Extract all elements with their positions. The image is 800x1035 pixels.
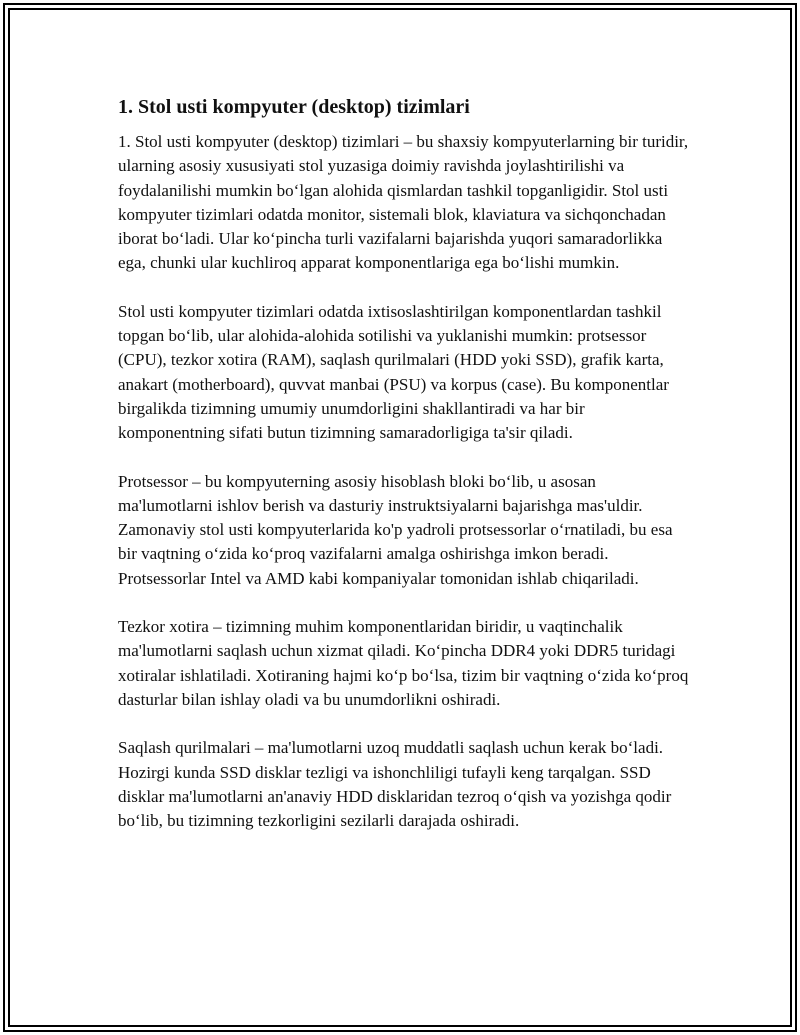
paragraph-storage: Saqlash qurilmalari – ma'lumotlarni uzoq muddatli saqlash uchun kerak bo‘ladi. Hozirgi kunda SSD disklar tezligi va ishonchliligi tufayli keng tarqalgan. SSD disklar ma'lumotlarni an'anaviy HDD disklaridan tezroq o‘qish va yozishga qodir bo‘lib, bu tizimning tezkorligini sezilarli darajada oshiradi. <box>118 738 672 831</box>
document-body <box>118 94 690 857</box>
paragraph-processor: Protsessor – bu kompyuterning asosiy hisoblash bloki bo‘lib, u asosan ma'lumotlarni ishlov berish va dasturiy instruktsiyalarni bajarishga mas'uldir. Zamonaviy stol usti kompyuterlarida ko'p yadroli protsessorlar o‘rnatiladi, bu esa bir vaqtning o‘zida ko‘proq vazifalarni amalga oshirishga imkon beradi. Protsessorlar Intel va AMD kabi kompaniyalar tomonidan ishlab chiqariladi. <box>118 471 673 588</box>
paragraph-intro: 1. Stol usti kompyuter (desktop) tizimlari – bu shaxsiy kompyuterlarning bir turidir, ularning asosiy xususiyati stol yuzasiga doimiy ravishda joylashtirilishi va foydalanilishi mumkin bo‘lgan alohida qismlardan tashkil topganligidir. Stol usti kompyuter tizimlari odatda monitor, sistemali blok, klaviatura va sichqonchadan iborat bo‘ladi. Ular ko‘pincha turli vazifalarni bajarishda yuqori samaradorlikka ega, chunki ular kuchliroq apparat komponentlariga ega bo‘lishi mumkin. <box>118 132 689 273</box>
paragraph-ram: Tezkor xotira – tizimning muhim komponentlaridan biridir, u vaqtinchalik ma'lumotlarni saqlash uchun xizmat qiladi. Ko‘pincha DDR4 yoki DDR5 turidagi xotiralar ishlatiladi. Xotiraning hajmi ko‘p bo‘lsa, tizim bir vaqtning o‘zida ko‘proq dasturlar bilan ishlay oladi va bu unumdorlikni oshiradi. <box>118 617 689 709</box>
section-heading: 1. Stol usti kompyuter (desktop) tizimlari <box>118 96 470 118</box>
paragraph-components: Stol usti kompyuter tizimlari odatda ixtisoslashtirilgan komponentlardan tashkil topgan bo‘lib, ular alohida-alohida sotilishi va yuklanishi mumkin: protsessor (CPU), tezkor xotira (RAM), saqlash qurilmalari (HDD yoki SSD), grafik karta, anakart (motherboard), quvvat manbai (PSU) va korpus (case). Bu komponentlar birgalikda tizimning umumiy unumdorligini shakllantiradi va har bir komponentning sifati butun tizimning samaradorligiga ta'sir qiladi. <box>118 301 669 443</box>
